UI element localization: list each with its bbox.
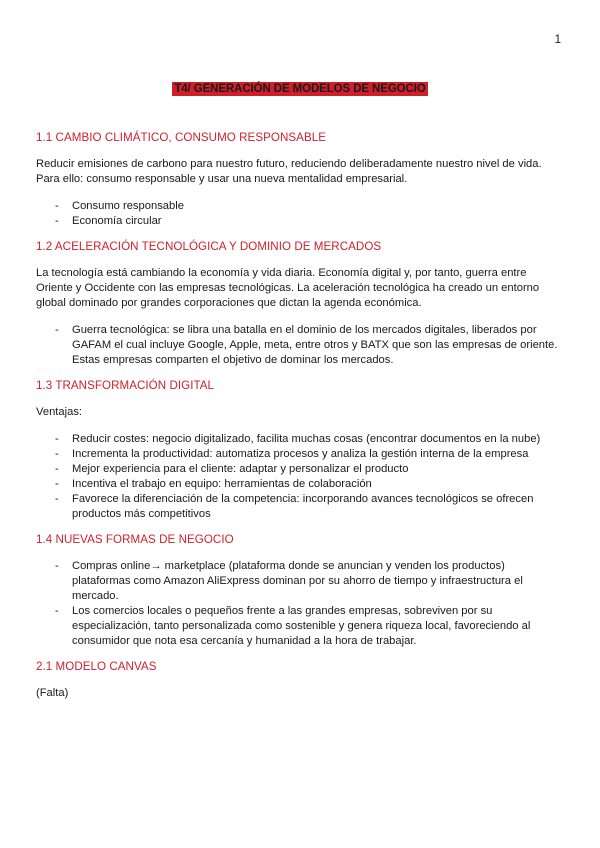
list-item: - Economía circular [36,214,566,229]
document-title: T4/ GENERACIÓN DE MODELOS DE NEGOCIO [174,83,426,95]
list-item: - Compras online→ marketplace (plataforma donde se anuncian y venden los productos) plataformas como Amazon AliExpress dominan por su ahorro de tiempo y infraestructura el mercado. [36,559,566,604]
list-item: - Consumo responsable [36,199,566,214]
section-heading: 1.2 ACELERACIÓN TECNOLÓGICA Y DOMINIO DE MERCADOS [36,240,382,253]
section-paragraph: Ventajas: [36,406,83,418]
section-heading: 2.1 MODELO CANVAS [36,660,157,673]
section-paragraph: La tecnología está cambiando la economía y vida diaria. Economía digital y, por tanto, guerra entre Oriente y Occidente con las empresas tecnológicas. La aceleración tecnológica ha creado un entorno global dominado por grandes corporaciones que dictan la agenda económica. [36,267,540,309]
document-title-container [0,79,600,97]
bullet-list [36,323,566,368]
section-heading: 1.4 NUEVAS FORMAS DE NEGOCIO [36,533,234,546]
section-paragraph: Reducir emisiones de carbono para nuestro futuro, reduciendo deliberadamente nuestro nivel de vida. Para ello: consumo responsable y usar una nueva mentalidad empresarial. [36,158,542,185]
bullet-list [36,432,566,522]
list-item: - Los comercios locales o pequeños frente a las grandes empresas, sobreviven por su especialización, tanto personalizada como sostenible y genera riqueza local, favoreciendo al consumidor que nota esa cercanía y humanidad a la hora de trabajar. [36,604,566,649]
section-cambio-climatico [36,130,566,239]
list-item: - Incrementa la productividad: automatiza procesos y analiza la gestión interna de la empresa [36,447,566,462]
page-number: 1 [554,34,561,46]
list-item: - Guerra tecnológica: se libra una batalla en el dominio de los mercados digitales, liberados por GAFAM el cual incluye Google, Apple, meta, entre otros y BATX que son las empresas de oriente. Estas empresas comparten el objetivo de dominar los mercados. [36,323,566,368]
section-aceleracion-tecnologica [36,239,566,378]
section-nuevas-formas-negocio [36,532,566,659]
section-transformacion-digital [36,378,566,532]
bullet-list [36,559,566,649]
section-heading: 1.3 TRANSFORMACIÓN DIGITAL [36,379,215,392]
list-item: - Mejor experiencia para el cliente: adaptar y personalizar el producto [36,462,566,477]
list-item: - Incentiva el trabajo en equipo: herramientas de colaboración [36,477,566,492]
section-heading: 1.1 CAMBIO CLIMÁTICO, CONSUMO RESPONSABLE [36,131,327,144]
list-item: - Reducir costes: negocio digitalizado, facilita muchas cosas (encontrar documentos en la nube) [36,432,566,447]
section-modelo-canvas [36,659,566,701]
section-paragraph: (Falta) [36,687,69,699]
bullet-list [36,199,566,229]
list-item: - Favorece la diferenciación de la competencia: incorporando avances tecnológicos se ofrecen productos más competitivos [36,492,566,522]
document-body [36,130,566,701]
